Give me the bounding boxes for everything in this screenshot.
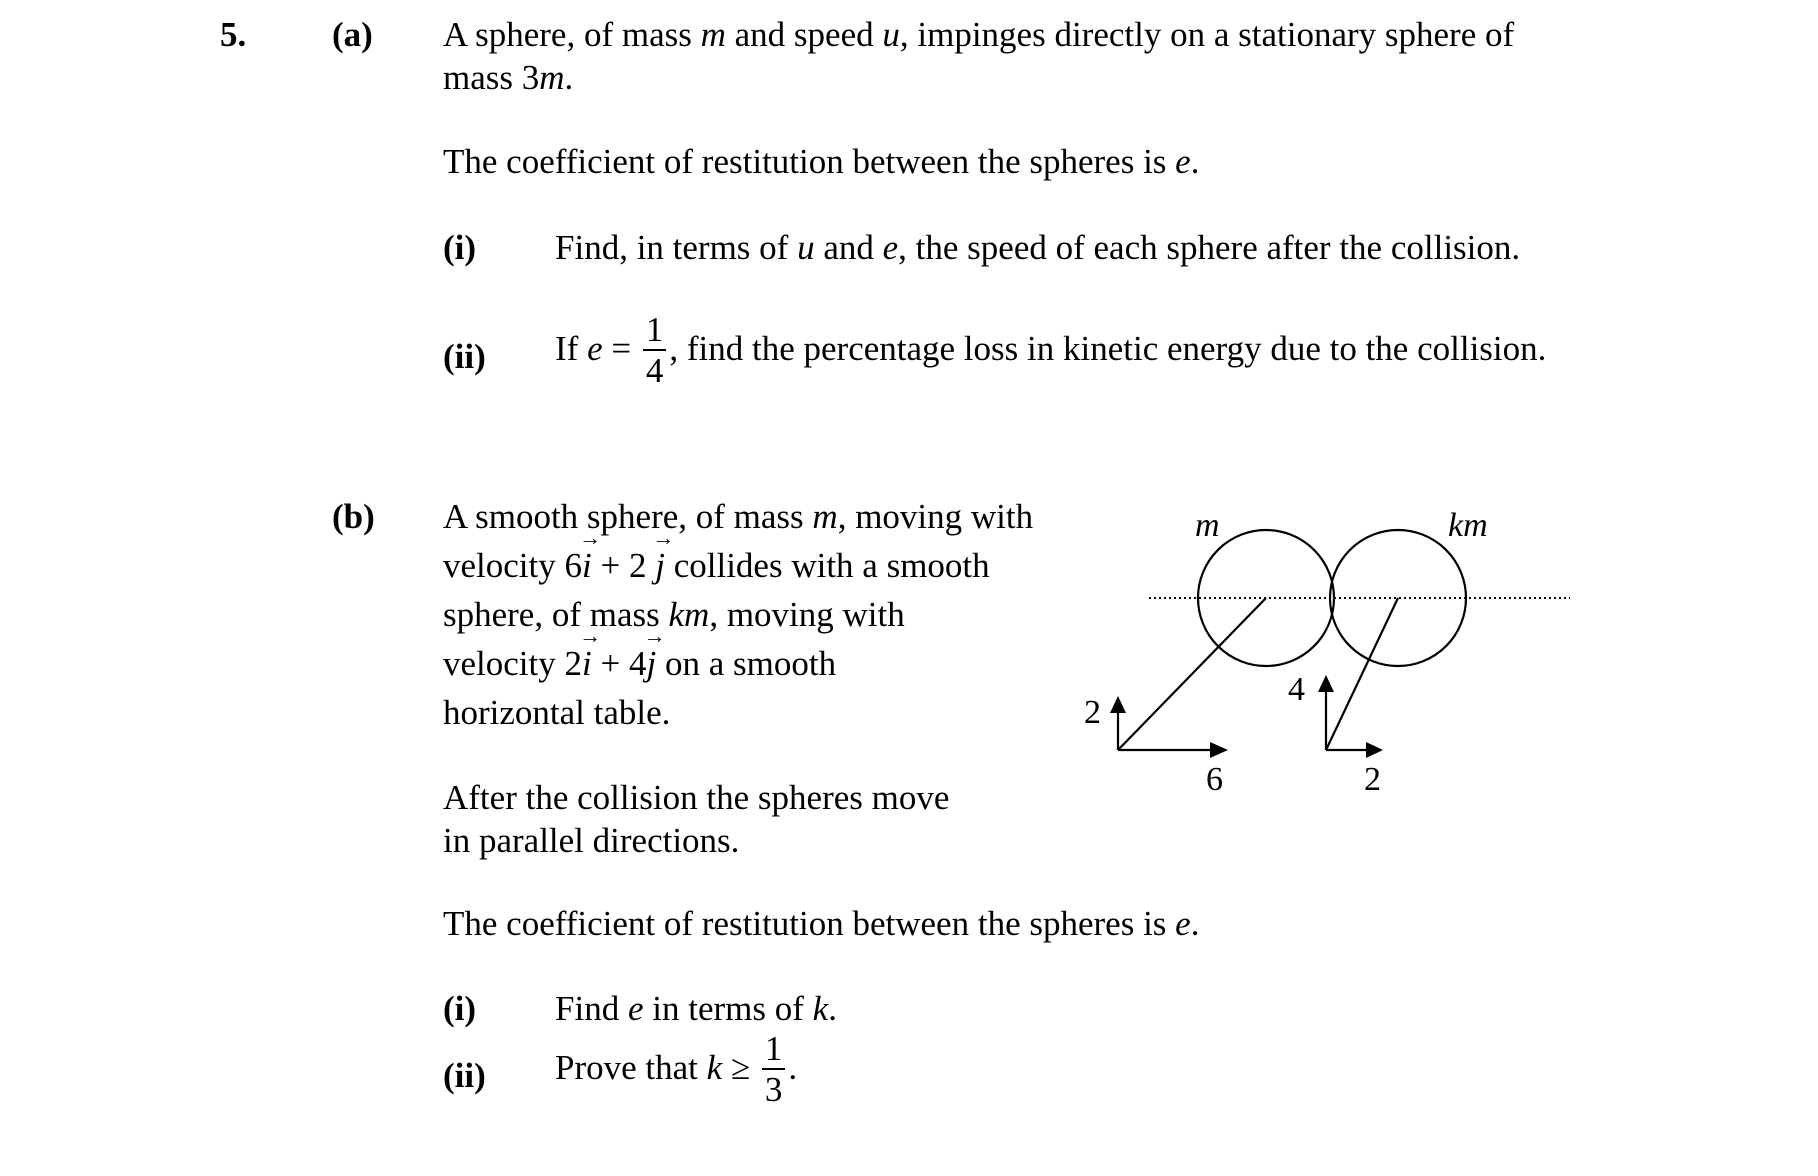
text: Find <box>555 989 628 1028</box>
text: . <box>1190 904 1200 943</box>
var-e: e <box>1175 904 1191 943</box>
part-b-sub-i-label: (i) <box>443 989 477 1028</box>
part-a-sub-ii-text <box>555 310 1547 390</box>
part-a-label: (a) <box>332 15 373 54</box>
part-b-line5: horizontal table. <box>443 693 671 732</box>
arrow-right-icon <box>1210 742 1228 758</box>
velocity-line-m <box>1118 598 1266 750</box>
var-u: u <box>882 15 900 54</box>
text: in terms of <box>643 989 813 1028</box>
var-m: m <box>812 497 838 536</box>
part-a-sub-i-text <box>555 227 1520 269</box>
part-b-sub-ii-text <box>555 1029 798 1109</box>
text: Prove that <box>555 1048 707 1088</box>
var-k: k <box>812 989 829 1028</box>
fraction-denominator: 3 <box>764 1070 783 1109</box>
text: , impinges directly on a stationary sphere of <box>899 15 1515 54</box>
text: collides with a smooth <box>664 546 990 585</box>
unit-vector-j: → j <box>646 643 656 685</box>
text: + 4 <box>591 644 647 683</box>
vel-km-y-label: 4 <box>1288 671 1305 708</box>
arrow-up-icon <box>1318 675 1334 692</box>
part-a-line2 <box>443 57 573 99</box>
text: ≥ <box>722 1048 759 1088</box>
text: . <box>564 58 574 97</box>
text: = <box>602 329 640 369</box>
var-m: m <box>539 58 565 97</box>
part-b-line1 <box>443 496 1033 538</box>
var-e: e <box>882 228 899 267</box>
text: The coefficient of restitution between the spheres is <box>443 904 1176 943</box>
fraction-one-third <box>762 1031 786 1107</box>
text: If <box>555 329 588 369</box>
text: A smooth sphere, of mass <box>443 497 813 536</box>
var-e: e <box>1175 142 1191 181</box>
arrow-right-icon <box>1366 742 1383 758</box>
coefficient: 6 <box>564 546 582 585</box>
arrow-up-icon <box>1110 696 1126 713</box>
fraction-numerator: 1 <box>643 312 667 351</box>
fraction-numerator: 1 <box>762 1031 786 1070</box>
var-k: k <box>706 1048 723 1088</box>
var-e: e <box>627 989 644 1028</box>
part-b-sub-i-text <box>555 988 837 1030</box>
text: . <box>788 1048 798 1088</box>
text: . <box>1190 142 1200 181</box>
part-b-after-line1: After the collision the spheres move <box>443 778 950 817</box>
var-u: u <box>797 228 815 267</box>
text: + 2 <box>591 546 656 585</box>
part-a-restitution <box>443 141 1199 183</box>
part-b-line2 <box>443 545 990 587</box>
var-km: km <box>668 595 710 634</box>
unit-vector-i: → i <box>582 643 592 685</box>
text: , moving with <box>709 595 905 634</box>
part-a-line1 <box>443 14 1514 56</box>
text: , moving with <box>837 497 1034 536</box>
text: velocity <box>443 546 565 585</box>
part-b-restitution <box>443 903 1199 945</box>
part-a-sub-ii-label: (ii) <box>443 337 486 376</box>
text: on a smooth <box>656 644 837 683</box>
text: sphere, of mass <box>443 595 669 634</box>
collision-diagram <box>1080 500 1620 820</box>
text: and <box>814 228 883 267</box>
text: The coefficient of restitution between the spheres is <box>443 142 1176 181</box>
text: , find the percentage loss in kinetic energy due to the collision. <box>669 329 1547 369</box>
text: Find, in terms of <box>555 228 798 267</box>
fraction-denominator: 4 <box>645 351 664 390</box>
coefficient: 2 <box>564 644 582 683</box>
var-m: m <box>700 15 726 54</box>
vel-km-x-label: 2 <box>1364 761 1381 798</box>
part-a-sub-i-label: (i) <box>443 228 477 267</box>
part-b-line4 <box>443 643 836 685</box>
unit-vector-i: → i <box>582 545 592 587</box>
text: mass 3 <box>443 58 540 97</box>
vel-m-y-label: 2 <box>1084 694 1101 731</box>
question-number: 5. <box>220 15 247 54</box>
vel-m-x-label: 6 <box>1206 761 1223 798</box>
part-b-label: (b) <box>332 497 375 536</box>
unit-vector-j: → j <box>655 545 665 587</box>
text: A sphere, of mass <box>443 15 701 54</box>
part-b-after-line2: in parallel directions. <box>443 821 740 860</box>
part-b-line3 <box>443 594 905 636</box>
sphere-m-label: m <box>1195 507 1220 544</box>
text: . <box>828 989 837 1028</box>
text: velocity <box>443 644 565 683</box>
sphere-km-label: km <box>1448 507 1488 544</box>
velocity-line-km <box>1326 598 1398 750</box>
text: , the speed of each sphere after the collision. <box>898 228 1521 267</box>
part-b-sub-ii-label: (ii) <box>443 1056 486 1095</box>
var-e: e <box>587 329 603 369</box>
text: and speed <box>725 15 883 54</box>
fraction-one-quarter <box>643 312 667 388</box>
